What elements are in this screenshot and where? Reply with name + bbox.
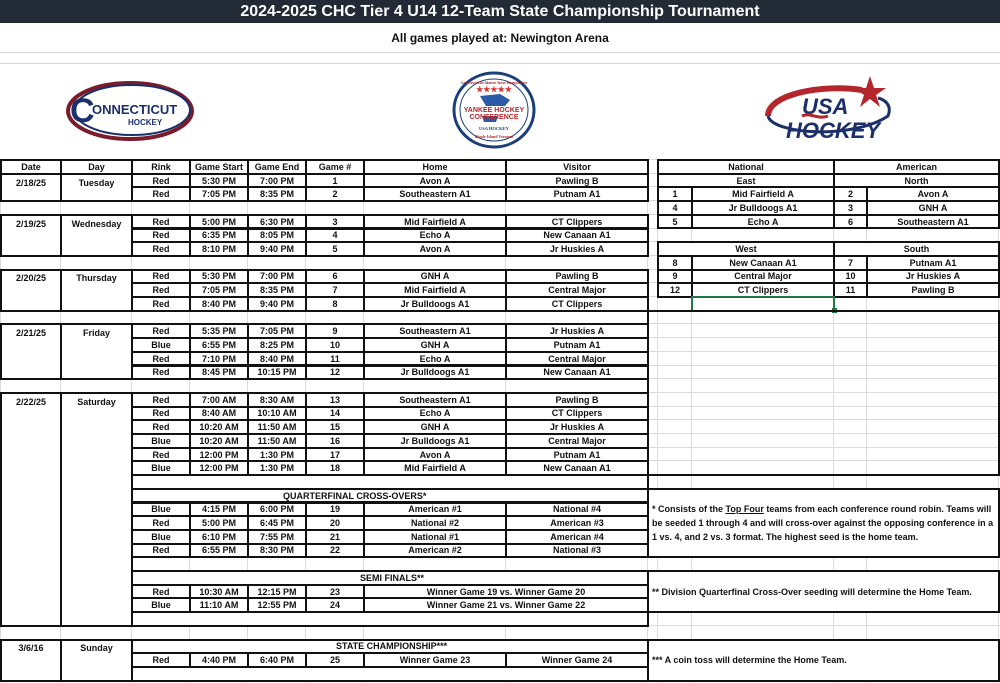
home-team-cell: Echo A xyxy=(363,351,507,367)
logo-text-line2: HOCKEY xyxy=(786,118,881,143)
home-team-cell: American #1 xyxy=(363,502,507,518)
date-cell xyxy=(0,392,62,627)
seed-team-cell: Pawling B xyxy=(866,282,1000,298)
date-label: 3/6/16 xyxy=(18,643,44,654)
home-team-cell: Echo A xyxy=(363,228,507,244)
note-text: *** A coin toss will determine the Home Team. xyxy=(652,655,847,666)
rink-cell: Red xyxy=(131,228,191,244)
home-team-cell: Southeastern A1 xyxy=(363,392,507,408)
game-start-cell: 11:10 AM xyxy=(189,597,249,613)
logo-arc-bottom: Rhode Island Vermont xyxy=(474,134,514,139)
logo-text-line1: ONNECTICUT xyxy=(92,102,178,117)
home-team-cell: Mid Fairfield A xyxy=(363,282,507,298)
rink-cell: Red xyxy=(131,652,191,668)
home-team-cell: Southeastern A1 xyxy=(363,323,507,339)
rink-cell: Blue xyxy=(131,529,191,545)
spacer-row xyxy=(0,53,1000,64)
game-end-cell: 1:30 PM xyxy=(247,447,307,463)
game-end-cell: 6:00 PM xyxy=(247,502,307,518)
semifinal-header: SEMI FINALS** xyxy=(131,570,649,586)
conference-header-american: American xyxy=(833,159,1000,175)
note-underline: Top Four xyxy=(725,504,764,515)
game-number-cell: 13 xyxy=(305,392,365,408)
seed-number-cell: 9 xyxy=(657,269,693,285)
seed-number-cell: 7 xyxy=(833,255,868,271)
seed-team-cell: Avon A xyxy=(866,186,1000,202)
division-header-west: West xyxy=(657,241,835,257)
seed-number-cell: 4 xyxy=(657,200,693,216)
home-team-cell: Jr Bulldoogs A1 xyxy=(363,365,507,381)
visitor-team-cell: National #3 xyxy=(505,543,649,559)
rink-cell: Red xyxy=(131,447,191,463)
game-end-cell: 9:40 PM xyxy=(247,296,307,312)
game-end-cell: 12:55 PM xyxy=(247,597,307,613)
game-start-cell: 6:55 PM xyxy=(189,337,249,353)
championship-note xyxy=(647,639,1000,682)
game-end-cell: 8:35 PM xyxy=(247,186,307,202)
home-team-cell: Jr Bulldoogs A1 xyxy=(363,296,507,312)
game-end-cell: 9:40 PM xyxy=(247,241,307,257)
rink-cell: Red xyxy=(131,269,191,285)
game-number-cell: 9 xyxy=(305,323,365,339)
logo-text-line2: CONFERENCE xyxy=(469,114,519,121)
rink-cell: Red xyxy=(131,406,191,422)
home-team-cell: GNH A xyxy=(363,269,507,285)
note-text: teams from each conference round robin. Teams will be seeded 1 through 4 and will cross-over against the opposing conference in a 1 vs. 4, and 2 vs. 3 format. The highest seed is the home team. xyxy=(652,504,994,543)
rink-cell: Blue xyxy=(131,433,191,449)
game-number-cell: 5 xyxy=(305,241,365,257)
rink-cell: Red xyxy=(131,392,191,408)
game-end-cell: 10:15 PM xyxy=(247,365,307,381)
game-start-cell: 8:40 AM xyxy=(189,406,249,422)
column-header-game-number: Game # xyxy=(305,159,365,175)
connecticut-hockey-logo xyxy=(62,76,202,146)
game-number-cell: 20 xyxy=(305,515,365,531)
game-number-cell: 22 xyxy=(305,543,365,559)
seed-team-cell: GNH A xyxy=(866,200,1000,216)
game-end-cell: 8:30 PM xyxy=(247,543,307,559)
day-label: Thursday xyxy=(76,273,117,284)
seed-number-cell: 1 xyxy=(657,186,693,202)
seed-team-cell: Central Major xyxy=(691,269,835,285)
rink-cell: Red xyxy=(131,241,191,257)
day-cell xyxy=(60,392,133,627)
day-label: Wednesday xyxy=(71,218,122,229)
seed-team-cell: New Canaan A1 xyxy=(691,255,835,271)
matchup-cell: Winner Game 21 vs. Winner Game 22 xyxy=(363,597,649,613)
home-team-cell: Avon A xyxy=(363,241,507,257)
visitor-team-cell: Pawling B xyxy=(505,173,649,189)
home-team-cell: Avon A xyxy=(363,447,507,463)
logo-arc-top: Connecticut Maine New Hampshire xyxy=(460,80,528,85)
game-start-cell: 10:30 AM xyxy=(189,584,249,600)
game-end-cell: 12:15 PM xyxy=(247,584,307,600)
conference-header-national: National xyxy=(657,159,835,175)
column-header-game-end: Game End xyxy=(247,159,307,175)
visitor-team-cell: American #3 xyxy=(505,515,649,531)
home-team-cell: Jr Bulldoogs A1 xyxy=(363,433,507,449)
rink-cell: Red xyxy=(131,173,191,189)
logo-text-line3: USA HOCKEY xyxy=(479,126,509,131)
rink-cell: Red xyxy=(131,584,191,600)
seed-team-cell: Southeastern A1 xyxy=(866,214,1000,230)
game-number-cell: 2 xyxy=(305,186,365,202)
logo-initial: C xyxy=(70,92,95,130)
visitor-team-cell: CT Clippers xyxy=(505,214,649,230)
rink-cell: Blue xyxy=(131,597,191,613)
game-end-cell: 7:55 PM xyxy=(247,529,307,545)
game-start-cell: 8:10 PM xyxy=(189,241,249,257)
rink-cell: Red xyxy=(131,515,191,531)
game-start-cell: 12:00 PM xyxy=(189,460,249,476)
game-start-cell: 4:40 PM xyxy=(189,652,249,668)
rink-cell: Red xyxy=(131,214,191,230)
seed-team-cell: Mid Fairfield A xyxy=(691,186,835,202)
visitor-team-cell: Putnam A1 xyxy=(505,447,649,463)
seed-team-cell: Echo A xyxy=(691,214,835,230)
game-number-cell: 25 xyxy=(305,652,365,668)
visitor-team-cell: American #4 xyxy=(505,529,649,545)
game-start-cell: 10:20 AM xyxy=(189,433,249,449)
game-number-cell: 6 xyxy=(305,269,365,285)
game-number-cell: 16 xyxy=(305,433,365,449)
game-start-cell: 7:05 PM xyxy=(189,186,249,202)
seed-team-cell: Jr Huskies A xyxy=(866,269,1000,285)
visitor-team-cell: CT Clippers xyxy=(505,406,649,422)
game-number-cell: 23 xyxy=(305,584,365,600)
game-number-cell: 11 xyxy=(305,351,365,367)
game-start-cell: 7:00 AM xyxy=(189,392,249,408)
game-end-cell: 7:00 PM xyxy=(247,173,307,189)
game-number-cell: 7 xyxy=(305,282,365,298)
seed-number-cell: 11 xyxy=(833,282,868,298)
rink-cell: Red xyxy=(131,282,191,298)
game-number-cell: 17 xyxy=(305,447,365,463)
column-header-game-start: Game Start xyxy=(189,159,249,175)
svg-text:★★★★★: ★★★★★ xyxy=(476,85,512,94)
date-label: 2/20/25 xyxy=(15,273,47,284)
visitor-team-cell: Central Major xyxy=(505,282,649,298)
rink-cell: Blue xyxy=(131,460,191,476)
game-number-cell: 4 xyxy=(305,228,365,244)
day-label: Sunday xyxy=(80,643,113,654)
game-start-cell: 5:00 PM xyxy=(189,515,249,531)
visitor-team-cell: Jr Huskies A xyxy=(505,323,649,339)
game-end-cell: 8:25 PM xyxy=(247,337,307,353)
visitor-team-cell: Jr Huskies A xyxy=(505,419,649,435)
seed-number-cell: 2 xyxy=(833,186,868,202)
empty-bordered-area xyxy=(647,310,1000,476)
quarterfinal-header: QUARTERFINAL CROSS-OVERS* xyxy=(131,488,649,504)
game-end-cell: 6:40 PM xyxy=(247,652,307,668)
column-header-day: Day xyxy=(60,159,133,175)
game-start-cell: 10:20 AM xyxy=(189,419,249,435)
rink-cell: Red xyxy=(131,323,191,339)
game-start-cell: 12:00 PM xyxy=(189,447,249,463)
home-team-cell: American #2 xyxy=(363,543,507,559)
game-end-cell: 7:00 PM xyxy=(247,269,307,285)
visitor-team-cell: National #4 xyxy=(505,502,649,518)
seed-team-cell: Jr Bulldoogs A1 xyxy=(691,200,835,216)
home-team-cell: Southeastern A1 xyxy=(363,186,507,202)
home-team-cell: Winner Game 23 xyxy=(363,652,507,668)
visitor-team-cell: Central Major xyxy=(505,433,649,449)
game-start-cell: 6:35 PM xyxy=(189,228,249,244)
game-end-cell: 11:50 AM xyxy=(247,433,307,449)
championship-header: STATE CHAMPIONSHIP*** xyxy=(131,639,649,655)
visitor-team-cell: Central Major xyxy=(505,351,649,367)
home-team-cell: Avon A xyxy=(363,173,507,189)
home-team-cell: Mid Fairfield A xyxy=(363,460,507,476)
column-header-home: Home xyxy=(363,159,507,175)
visitor-team-cell: New Canaan A1 xyxy=(505,365,649,381)
visitor-team-cell: Pawling B xyxy=(505,269,649,285)
rink-cell: Red xyxy=(131,365,191,381)
game-end-cell: 11:50 AM xyxy=(247,419,307,435)
date-label: 2/22/25 xyxy=(15,396,47,407)
rink-cell: Blue xyxy=(131,502,191,518)
blank-row xyxy=(131,611,649,627)
seed-number-cell: 10 xyxy=(833,269,868,285)
seed-team-cell: CT Clippers xyxy=(691,282,835,298)
quarterfinal-note xyxy=(647,488,1000,559)
seed-number-cell: 3 xyxy=(833,200,868,216)
game-number-cell: 15 xyxy=(305,419,365,435)
game-start-cell: 5:35 PM xyxy=(189,323,249,339)
logo-text-line1: YANKEE HOCKEY xyxy=(463,107,525,114)
column-header-rink: Rink xyxy=(131,159,191,175)
seed-team-cell: Putnam A1 xyxy=(866,255,1000,271)
home-team-cell: Echo A xyxy=(363,406,507,422)
date-label: 2/19/25 xyxy=(15,218,47,229)
visitor-team-cell: Putnam A1 xyxy=(505,337,649,353)
visitor-team-cell: Pawling B xyxy=(505,392,649,408)
game-number-cell: 3 xyxy=(305,214,365,230)
matchup-cell: Winner Game 19 vs. Winner Game 20 xyxy=(363,584,649,600)
game-start-cell: 4:15 PM xyxy=(189,502,249,518)
game-end-cell: 7:05 PM xyxy=(247,323,307,339)
game-end-cell: 8:30 AM xyxy=(247,392,307,408)
day-label: Tuesday xyxy=(78,177,115,188)
visitor-team-cell: CT Clippers xyxy=(505,296,649,312)
home-team-cell: Mid Fairfield A xyxy=(363,214,507,230)
home-team-cell: National #2 xyxy=(363,515,507,531)
game-end-cell: 6:30 PM xyxy=(247,214,307,230)
game-end-cell: 1:30 PM xyxy=(247,460,307,476)
date-label: 2/21/25 xyxy=(15,328,47,339)
home-team-cell: National #1 xyxy=(363,529,507,545)
visitor-team-cell: Winner Game 24 xyxy=(505,652,649,668)
note-text: * Consists of the xyxy=(652,504,726,515)
rink-cell: Red xyxy=(131,351,191,367)
game-end-cell: 8:05 PM xyxy=(247,228,307,244)
division-header-north: North xyxy=(833,173,1000,189)
game-start-cell: 6:55 PM xyxy=(189,543,249,559)
visitor-team-cell: New Canaan A1 xyxy=(505,228,649,244)
rink-cell: Blue xyxy=(131,337,191,353)
rink-cell: Red xyxy=(131,543,191,559)
usa-hockey-logo xyxy=(762,74,898,146)
seed-number-cell: 5 xyxy=(657,214,693,230)
blank-row xyxy=(131,474,649,490)
game-end-cell: 6:45 PM xyxy=(247,515,307,531)
seed-number-cell: 12 xyxy=(657,282,693,298)
game-number-cell: 19 xyxy=(305,502,365,518)
division-header-east: East xyxy=(657,173,835,189)
game-start-cell: 8:45 PM xyxy=(189,365,249,381)
game-start-cell: 5:30 PM xyxy=(189,173,249,189)
game-start-cell: 8:40 PM xyxy=(189,296,249,312)
yankee-hockey-conference-logo xyxy=(450,70,538,150)
visitor-team-cell: Jr Huskies A xyxy=(505,241,649,257)
game-start-cell: 5:00 PM xyxy=(189,214,249,230)
page-title: 2024-2025 CHC Tier 4 U14 12-Team State Championship Tournament xyxy=(0,0,1000,23)
game-number-cell: 8 xyxy=(305,296,365,312)
game-number-cell: 1 xyxy=(305,173,365,189)
visitor-team-cell: New Canaan A1 xyxy=(505,460,649,476)
date-label: 2/18/25 xyxy=(15,177,47,188)
game-number-cell: 21 xyxy=(305,529,365,545)
seed-number-cell: 6 xyxy=(833,214,868,230)
game-number-cell: 12 xyxy=(305,365,365,381)
venue-subtitle: All games played at: Newington Arena xyxy=(0,23,1000,53)
game-end-cell: 8:40 PM xyxy=(247,351,307,367)
logo-text-line2: HOCKEY xyxy=(128,118,163,127)
game-number-cell: 18 xyxy=(305,460,365,476)
logo-text-line1: USA xyxy=(802,94,849,119)
game-number-cell: 24 xyxy=(305,597,365,613)
game-start-cell: 5:30 PM xyxy=(189,269,249,285)
game-start-cell: 6:10 PM xyxy=(189,529,249,545)
seed-number-cell: 8 xyxy=(657,255,693,271)
blank-row xyxy=(131,666,649,682)
rink-cell: Red xyxy=(131,186,191,202)
game-start-cell: 7:10 PM xyxy=(189,351,249,367)
rink-cell: Red xyxy=(131,419,191,435)
column-header-visitor: Visitor xyxy=(505,159,649,175)
game-start-cell: 7:05 PM xyxy=(189,282,249,298)
home-team-cell: GNH A xyxy=(363,337,507,353)
note-text: ** Division Quarterfinal Cross-Over seeding will determine the Home Team. xyxy=(652,586,972,597)
game-number-cell: 10 xyxy=(305,337,365,353)
column-header-date: Date xyxy=(0,159,62,175)
day-label: Saturday xyxy=(77,396,116,407)
game-end-cell: 10:10 AM xyxy=(247,406,307,422)
division-header-south: South xyxy=(833,241,1000,257)
game-end-cell: 8:35 PM xyxy=(247,282,307,298)
rink-cell: Red xyxy=(131,296,191,312)
semifinal-note xyxy=(647,570,1000,613)
home-team-cell: GNH A xyxy=(363,419,507,435)
visitor-team-cell: Putnam A1 xyxy=(505,186,649,202)
day-label: Friday xyxy=(82,328,110,339)
game-number-cell: 14 xyxy=(305,406,365,422)
